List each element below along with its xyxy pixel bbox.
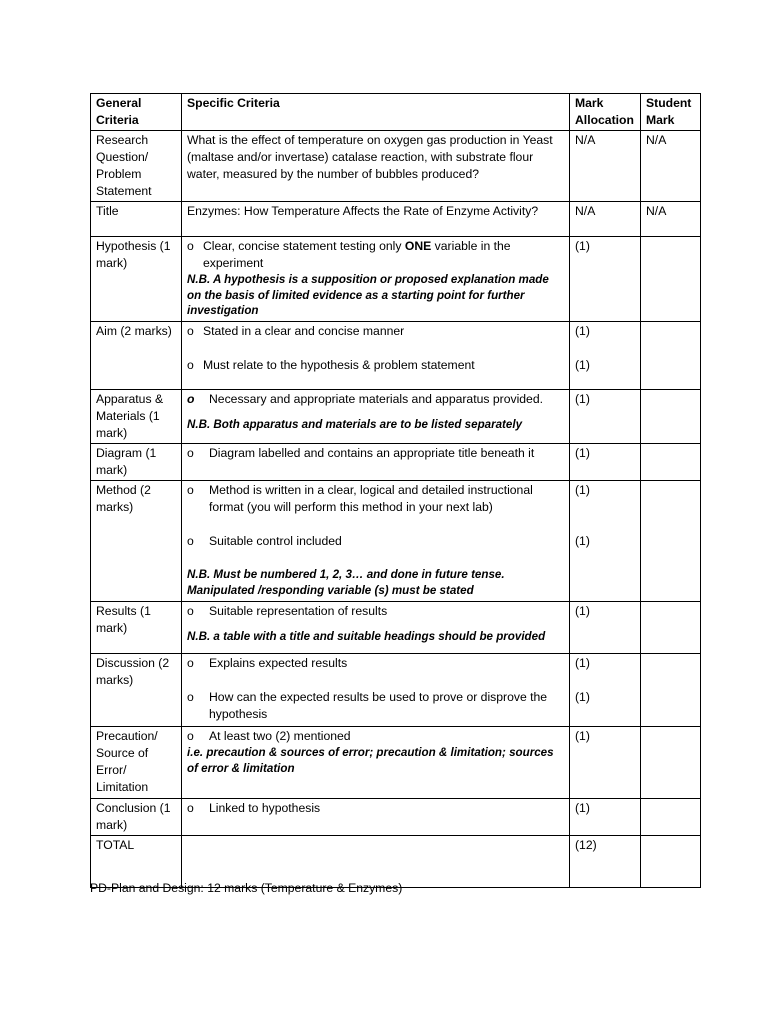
total-student: [641, 836, 701, 888]
title-general: Title: [91, 202, 182, 237]
row-hypothesis: [91, 237, 701, 322]
total-mark: (12): [570, 836, 641, 888]
total-label: TOTAL: [91, 836, 182, 888]
research-specific: What is the effect of temperature on oxygen gas production in Yeast (maltase and/or invertase) catalase reaction, with substrate flour water, measured by the number of bubbles produced?: [182, 131, 570, 202]
method-note: N.B. Must be numbered 1, 2, 3… and done in future tense. Manipulated /responding variable (s) must be stated: [187, 568, 505, 597]
apparatus-student: [641, 390, 701, 444]
method-general: Method (2 marks): [91, 481, 182, 602]
apparatus-mark: (1): [570, 390, 641, 444]
row-apparatus: [91, 390, 701, 444]
results-item: Suitable representation of results: [209, 604, 388, 618]
title-specific: Enzymes: How Temperature Affects the Rate of Enzyme Activity?: [182, 202, 570, 237]
bullet-icon: o: [187, 446, 194, 460]
discussion-mark-1: (1): [575, 656, 590, 670]
list-item: [187, 357, 564, 374]
title-mark: N/A: [570, 202, 641, 237]
header-general: General Criteria: [91, 94, 182, 131]
precaution-general: Precaution/ Source of Error/ Limitation: [91, 727, 182, 799]
aim-mark-1: (1): [575, 324, 590, 338]
method-specific: [182, 481, 570, 602]
results-note: N.B. a table with a title and suitable headings should be provided: [187, 630, 546, 643]
discussion-marks: [570, 654, 641, 727]
diagram-specific: [182, 444, 570, 481]
discussion-specific: [182, 654, 570, 727]
discussion-mark-2: (1): [575, 690, 590, 704]
bullet-icon: o: [187, 483, 194, 497]
footer-caption: PD-Plan and Design: 12 marks (Temperature & Enzymes): [90, 881, 403, 895]
aim-specific: [182, 322, 570, 390]
header-student: Student Mark: [641, 94, 701, 131]
precaution-item: At least two (2) mentioned: [209, 729, 351, 743]
hypothesis-general: Hypothesis (1 mark): [91, 237, 182, 322]
hypothesis-item-bold: ONE: [404, 239, 432, 253]
discussion-item-1: Explains expected results: [209, 656, 348, 670]
discussion-student: [641, 654, 701, 727]
header-mark: Mark Allocation: [570, 94, 641, 131]
bullet-icon: o: [187, 604, 194, 618]
list-item: [187, 323, 564, 340]
discussion-item-2: How can the expected results be used to prove or disprove the hypothesis: [209, 690, 548, 721]
title-student: N/A: [641, 202, 701, 237]
row-title: [91, 202, 701, 237]
research-mark: N/A: [570, 131, 641, 202]
list-item: [187, 603, 564, 620]
precaution-mark: (1): [570, 727, 641, 799]
apparatus-general: Apparatus & Materials (1 mark): [91, 390, 182, 444]
bullet-icon: o: [187, 239, 194, 253]
conclusion-item: Linked to hypothesis: [209, 801, 321, 815]
hypothesis-mark: (1): [570, 237, 641, 322]
bullet-icon: o: [187, 729, 194, 743]
diagram-item: Diagram labelled and contains an appropriate title beneath it: [209, 446, 535, 460]
list-item: [187, 655, 564, 672]
method-marks: [570, 481, 641, 602]
header-specific: Specific Criteria: [182, 94, 570, 131]
research-general: Research Question/ Problem Statement: [91, 131, 182, 202]
hypothesis-note: N.B. A hypothesis is a supposition or proposed explanation made on the basis of limited evidence as a starting point for further investigation: [187, 273, 549, 317]
bullet-icon: o: [187, 534, 194, 548]
hypothesis-item-after: variable in the experiment: [203, 239, 511, 270]
diagram-student: [641, 444, 701, 481]
bullet-icon: o: [187, 392, 195, 406]
row-precaution: [91, 727, 701, 799]
list-item: [187, 800, 564, 817]
conclusion-mark: (1): [570, 799, 641, 836]
row-results: [91, 602, 701, 654]
list-item: [187, 533, 564, 550]
list-item: [187, 238, 564, 272]
row-discussion: [91, 654, 701, 727]
precaution-specific: [182, 727, 570, 799]
bullet-icon: o: [187, 690, 194, 704]
method-item-2: Suitable control included: [209, 534, 342, 548]
row-research: [91, 131, 701, 202]
diagram-general: Diagram (1 mark): [91, 444, 182, 481]
aim-marks: [570, 322, 641, 390]
method-mark-1: (1): [575, 483, 590, 497]
method-mark-2: (1): [575, 534, 590, 548]
hypothesis-item: [203, 238, 564, 272]
discussion-general: Discussion (2 marks): [91, 654, 182, 727]
bullet-icon: o: [187, 358, 194, 372]
precaution-student: [641, 727, 701, 799]
aim-general: Aim (2 marks): [91, 322, 182, 390]
apparatus-specific: [182, 390, 570, 444]
aim-item-1: Stated in a clear and concise manner: [203, 324, 405, 338]
aim-mark-2: (1): [575, 358, 590, 372]
conclusion-student: [641, 799, 701, 836]
header-row: [91, 94, 701, 131]
conclusion-general: Conclusion (1 mark): [91, 799, 182, 836]
aim-student: [641, 322, 701, 390]
precaution-note: i.e. precaution & sources of error; precaution & limitation; sources of error & limitation: [187, 746, 554, 775]
results-specific: [182, 602, 570, 654]
bullet-icon: o: [187, 324, 194, 338]
row-conclusion: [91, 799, 701, 836]
list-item: [187, 391, 564, 408]
bullet-icon: o: [187, 801, 194, 815]
results-general: Results (1 mark): [91, 602, 182, 654]
list-item: [187, 689, 564, 723]
hypothesis-specific: [182, 237, 570, 322]
hypothesis-item-before: Clear, concise statement testing only: [203, 239, 405, 253]
method-student: [641, 481, 701, 602]
list-item: [187, 445, 564, 462]
list-item: [187, 728, 564, 745]
hypothesis-student: [641, 237, 701, 322]
apparatus-note: N.B. Both apparatus and materials are to be listed separately: [187, 418, 523, 431]
aim-item-2: Must relate to the hypothesis & problem statement: [203, 358, 475, 372]
row-method: [91, 481, 701, 602]
bullet-icon: o: [187, 656, 194, 670]
method-item-1: Method is written in a clear, logical and detailed instructional format (you will perform this method in your next lab): [209, 483, 533, 514]
rubric-table: [90, 93, 701, 888]
results-mark: (1): [570, 602, 641, 654]
list-item: [187, 482, 564, 516]
row-aim: [91, 322, 701, 390]
research-student: N/A: [641, 131, 701, 202]
results-student: [641, 602, 701, 654]
diagram-mark: (1): [570, 444, 641, 481]
row-diagram: [91, 444, 701, 481]
conclusion-specific: [182, 799, 570, 836]
apparatus-item: Necessary and appropriate materials and apparatus provided.: [209, 392, 543, 406]
